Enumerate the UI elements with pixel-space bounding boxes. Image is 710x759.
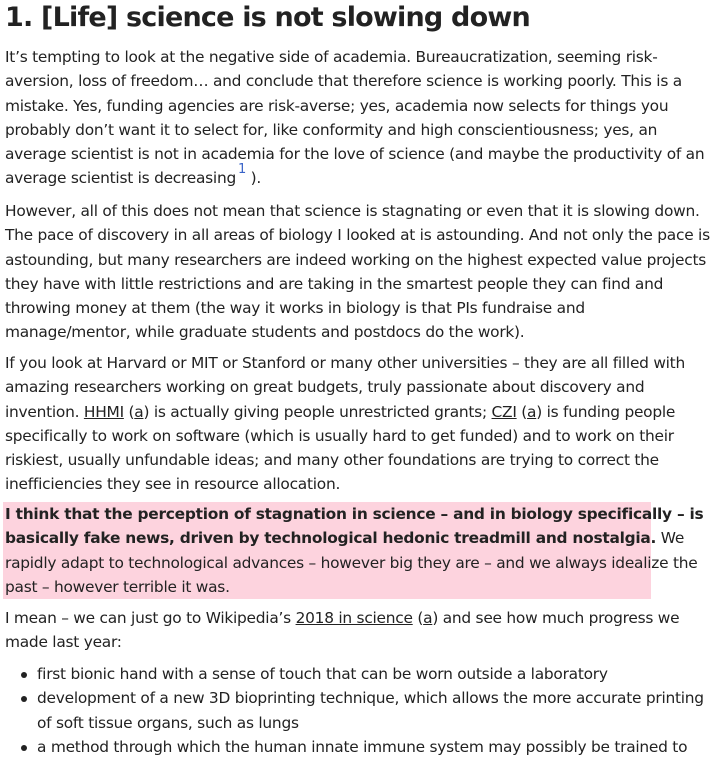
bullet-icon — [21, 696, 27, 702]
text-line: rapidly adapt to technological advances – however big they are – and we always idealize the — [5, 553, 698, 572]
text-line: The pace of discovery in all areas of biology I looked at is astounding. And not only the pace is — [5, 226, 710, 245]
bullet-icon — [21, 672, 27, 678]
text-line: specifically to work on software (which is usually hard to get funded) and to work on their — [5, 426, 674, 445]
text-fragment: ( — [412, 609, 424, 627]
text-line: development of a new 3D bioprinting technique, which allows the more accurate printing — [37, 689, 704, 708]
list-item — [0, 686, 704, 735]
text-line: made last year: — [5, 633, 122, 652]
text-line: past – however terrible it was. — [5, 577, 230, 596]
text-fragment: ) is funding people — [536, 402, 676, 421]
text-line: mistake. Yes, funding agencies are risk-averse; yes, academia now selects for things you — [5, 96, 669, 115]
archive-link[interactable]: a — [423, 609, 433, 627]
paragraph-highlighted-thesis — [5, 502, 704, 599]
text-fragment: We — [656, 529, 685, 548]
text-fragment: ) and see how much progress we — [432, 609, 680, 627]
paragraph-universities — [5, 351, 685, 497]
text-line: aversion, loss of freedom… and conclude that therefore science is working poorly. This is a — [5, 72, 682, 91]
text-line: amazing researchers working on great budgets, truly passionate about discovery and — [5, 378, 645, 397]
list-item — [0, 662, 669, 686]
paragraph-pace — [5, 199, 710, 345]
text-line: It’s tempting to look at the negative side of academia. Bureaucratization, seeming risk- — [5, 48, 658, 66]
text-line: first bionic hand with a sense of touch that can be worn outside a laboratory — [37, 665, 608, 683]
text-line: of soft tissue organs, such as lungs — [37, 713, 299, 732]
text-fragment: ( — [516, 402, 528, 421]
text-line: throwing money at them (the way it works in biology is that PIs fundraise and — [5, 299, 585, 318]
text-line — [5, 606, 680, 630]
paragraph-wikipedia — [5, 606, 680, 655]
text-fragment: I mean – we can just go to Wikipedia’s — [5, 609, 296, 627]
text-line: average scientist is not in academia for the love of science (and maybe the productivity of an — [5, 145, 705, 164]
bullet-icon — [21, 745, 27, 751]
list-item — [0, 735, 688, 759]
text-fragment: ). — [246, 169, 262, 188]
text-line: However, all of this does not mean that science is stagnating or even that it is slowing down. — [5, 202, 700, 220]
bold-text: I think that the perception of stagnation in science – and in biology specifically – is — [5, 505, 704, 523]
text-line: manage/mentor, while graduate students and postdocs do the work). — [5, 323, 525, 342]
text-line: astounding, but many researchers are indeed working on the highest expected value projects — [5, 250, 707, 269]
text-fragment: ( — [123, 402, 135, 421]
text-line — [5, 400, 676, 424]
archive-link[interactable]: a — [134, 402, 144, 421]
science-2018-link[interactable]: 2018 in science — [295, 609, 413, 627]
hhmi-link[interactable]: HHMI — [83, 402, 124, 421]
footnote-link[interactable]: 1 — [237, 162, 247, 178]
text-fragment: invention. — [5, 402, 84, 421]
text-line: they have with little restrictions and are taking in the smartest people they can find and — [5, 274, 664, 293]
section-heading: 1. [Life] science is not slowing down — [5, 2, 530, 33]
text-line: inefficiencies they see in resource allocation. — [5, 475, 341, 494]
bold-text: basically fake news, driven by technological hedonic treadmill and nostalgia. — [5, 529, 657, 548]
text-line — [5, 502, 704, 526]
archive-link[interactable]: a — [527, 402, 537, 421]
text-line: If you look at Harvard or MIT or Stanford or many other universities – they are all filled with — [5, 354, 685, 372]
progress-list — [0, 662, 704, 759]
text-line — [5, 162, 665, 190]
text-line: a method through which the human innate immune system may possibly be trained to — [37, 737, 688, 756]
text-line — [5, 526, 685, 550]
text-fragment: average scientist is decreasing — [5, 169, 236, 188]
czi-link[interactable]: CZI — [491, 402, 517, 421]
text-line: probably don’t want it to select for, like conformity and high conscientiousness; yes, an — [5, 120, 658, 139]
text-fragment: ) is actually giving people unrestricted grants; — [143, 402, 492, 421]
text-line: riskiest, usually unfundable ideas; and many other foundations are trying to correct the — [5, 451, 659, 470]
paragraph-intro — [5, 45, 705, 191]
